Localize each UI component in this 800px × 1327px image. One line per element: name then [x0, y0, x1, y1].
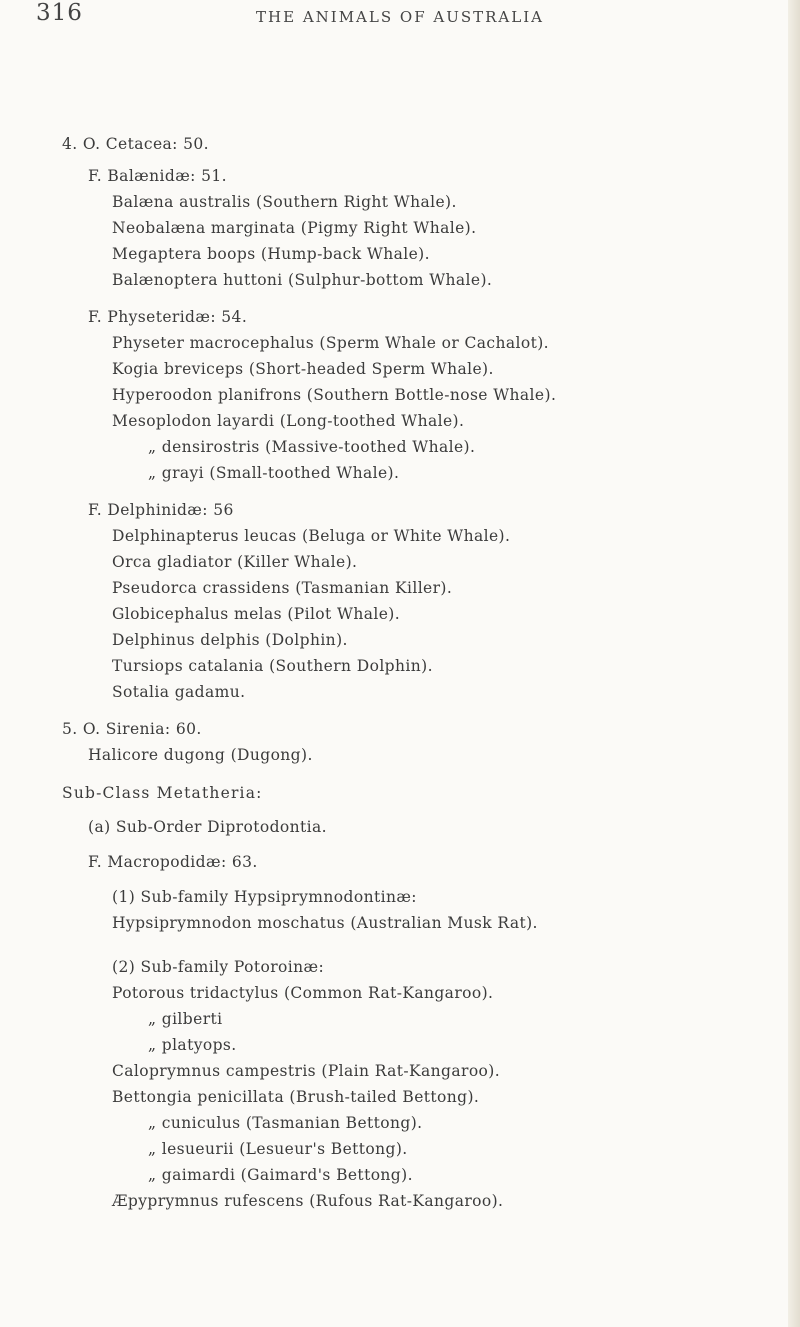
species-entry: Balænoptera huttoni (Sulphur-bottom Whale).: [112, 271, 493, 289]
species-entry: Mesoplodon layardi (Long-toothed Whale).: [112, 412, 465, 430]
species-entry: „ platyops.: [148, 1036, 237, 1054]
species-entry: „ densirostris (Massive-toothed Whale).: [148, 438, 476, 456]
species-entry: Balæna australis (Southern Right Whale).: [112, 193, 457, 211]
species-entry: Sotalia gadamu.: [112, 683, 246, 701]
subfamily-heading-hypsiprymnodontinae: (1) Sub-family Hypsiprymnodontinæ:: [112, 888, 417, 906]
species-entry: Æpyprymnus rufescens (Rufous Rat-Kangaroo).: [112, 1192, 504, 1210]
species-entry: Tursiops catalania (Southern Dolphin).: [112, 657, 433, 675]
species-entry: Delphinapterus leucas (Beluga or White Whale).: [112, 527, 511, 545]
species-entry: „ gilberti: [148, 1010, 223, 1028]
species-entry: Pseudorca crassidens (Tasmanian Killer).: [112, 579, 453, 597]
species-entry: Halicore dugong (Dugong).: [88, 746, 313, 764]
subclass-heading-metatheria: Sub-Class Metatheria:: [62, 784, 263, 802]
species-entry: Potorous tridactylus (Common Rat-Kangaroo).: [112, 984, 494, 1002]
running-head: THE ANIMALS OF AUSTRALIA: [256, 8, 544, 26]
order-heading-cetacea: 4. O. Cetacea: 50.: [62, 135, 209, 153]
species-entry: Globicephalus melas (Pilot Whale).: [112, 605, 401, 623]
family-heading-balaenidae: F. Balænidæ: 51.: [88, 167, 227, 185]
species-entry: Delphinus delphis (Dolphin).: [112, 631, 348, 649]
species-entry: „ lesueurii (Lesueur's Bettong).: [148, 1140, 408, 1158]
species-entry: Neobalæna marginata (Pigmy Right Whale).: [112, 219, 477, 237]
species-entry: Kogia breviceps (Short-headed Sperm Whale).: [112, 360, 494, 378]
species-entry: Physeter macrocephalus (Sperm Whale or Cachalot).: [112, 334, 549, 352]
species-entry: Hypsiprymnodon moschatus (Australian Musk Rat).: [112, 914, 538, 932]
family-heading-delphinidae: F. Delphinidæ: 56: [88, 501, 234, 519]
suborder-heading-diprotodontia: (a) Sub-Order Diprotodontia.: [88, 818, 327, 836]
species-entry: „ gaimardi (Gaimard's Bettong).: [148, 1166, 413, 1184]
species-entry: Hyperoodon planifrons (Southern Bottle-nose Whale).: [112, 386, 557, 404]
species-entry: Megaptera boops (Hump-back Whale).: [112, 245, 430, 263]
page-number: 316: [36, 0, 83, 26]
species-entry: „ cuniculus (Tasmanian Bettong).: [148, 1114, 423, 1132]
species-entry: Bettongia penicillata (Brush-tailed Bettong).: [112, 1088, 480, 1106]
family-heading-macropodidae: F. Macropodidæ: 63.: [88, 853, 258, 871]
species-entry: Orca gladiator (Killer Whale).: [112, 553, 358, 571]
order-heading-sirenia: 5. O. Sirenia: 60.: [62, 720, 202, 738]
species-entry: Caloprymnus campestris (Plain Rat-Kangaroo).: [112, 1062, 501, 1080]
species-entry: „ grayi (Small-toothed Whale).: [148, 464, 400, 482]
subfamily-heading-potoroinae: (2) Sub-family Potoroinæ:: [112, 958, 325, 976]
page-edge: [788, 0, 800, 1327]
family-heading-physeteridae: F. Physeteridæ: 54.: [88, 308, 248, 326]
